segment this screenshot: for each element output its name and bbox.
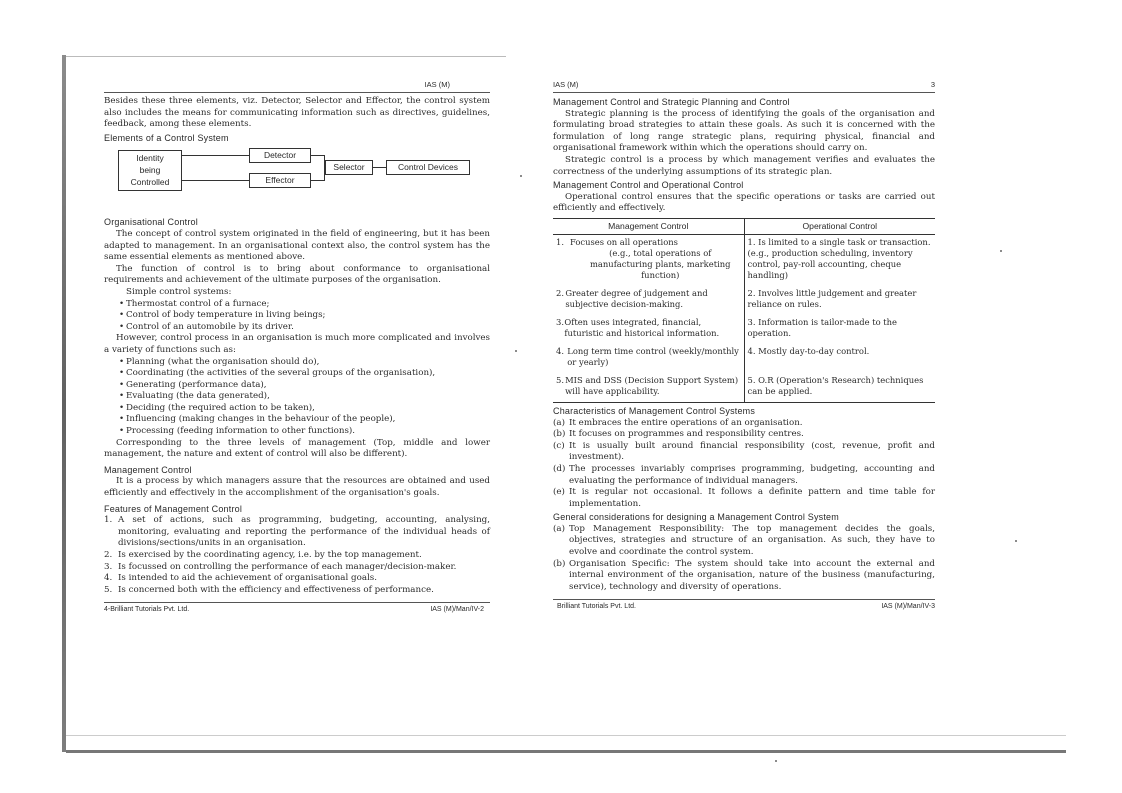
list-item: • Control of an automobile by its driver. <box>126 322 490 334</box>
list-item <box>104 550 490 562</box>
item-number: 5. <box>104 584 113 595</box>
item-number: 4. <box>104 573 113 584</box>
however-paragraph: However, control process in an organisation is much more complicated and involves a variety of functions such as: <box>104 333 490 355</box>
item-text: Is intended to aid the achievement of organisational goals. <box>118 573 377 584</box>
corresponding-paragraph: Corresponding to the three levels of management (Top, middle and lower management, the nature and extent of control will also be different). <box>104 437 490 460</box>
footer-page-code: IAS (M)/Man/IV-3 <box>881 603 935 611</box>
list-item: • Generating (performance data), <box>126 380 490 392</box>
table-cell: 3. Information is tailor-made to the operation. <box>747 316 898 338</box>
list-item <box>553 487 935 510</box>
row-number: 3. <box>556 316 564 327</box>
functions-list <box>104 357 490 438</box>
list-item <box>104 585 490 597</box>
list-item: • Evaluating (the data generated), <box>126 391 490 403</box>
scan-speck <box>1000 250 1002 252</box>
list-item: • Planning (what the organisation should do), <box>126 357 490 369</box>
item-letter: (c) <box>553 440 565 451</box>
right-page-footer <box>553 599 935 612</box>
item-number: 2. <box>104 550 113 560</box>
item-letter: (b) <box>553 429 566 440</box>
item-letter: (d) <box>553 463 566 474</box>
scan-speck <box>775 760 777 762</box>
control-system-diagram <box>104 147 490 211</box>
list-item <box>553 429 935 441</box>
table-row <box>553 234 935 286</box>
organisational-control-heading: Organisational Control <box>104 217 198 228</box>
comparison-table <box>553 218 935 403</box>
item-text: A set of actions, such as programming, budgeting, accounting, analysing, monitoring, evaluating and reporting the performance of the individual heads of divisions/sections/units in an organisation. <box>118 515 490 549</box>
row-number: 1. <box>556 236 564 247</box>
footer-publisher: Brilliant Tutorials Pvt. Ltd. <box>557 603 636 611</box>
identity-box <box>118 150 182 191</box>
effector-box: Effector <box>249 173 311 188</box>
item-text: Is exercised by the coordinating agency, i.e. by the top management. <box>118 550 422 560</box>
list-item <box>104 515 490 550</box>
item-text: Top Management Responsibility: The top management decides the goals, objectives, strategies and structure of an organisation. As such, they have to evolve and coordinate the control system. <box>569 523 935 558</box>
list-item <box>553 559 935 594</box>
list-item: • Influencing (making changes in the behaviour of the people), <box>126 414 490 426</box>
selector-box: Selector <box>325 160 373 175</box>
characteristics-list <box>553 418 935 511</box>
list-item <box>104 573 490 585</box>
management-control-paragraph: It is a process by which managers assure that the resources are obtained and used efficiently and effectively in the accomplishment of the organisation's goals. <box>104 476 490 499</box>
list-item: • Processing (feeding information to other functions). <box>126 426 490 438</box>
item-letter: (b) <box>553 558 566 569</box>
scan-speck <box>1015 540 1017 542</box>
scan-speck <box>520 175 522 177</box>
detector-box: Detector <box>249 148 311 163</box>
table-row <box>553 373 935 403</box>
cell-text: Often uses integrated, financial, futuristic and historical information. <box>564 316 720 338</box>
features-list <box>104 515 490 596</box>
cell-text: Greater degree of judgement and subjective decision-making. <box>565 287 708 309</box>
connector-line <box>372 167 386 168</box>
right-header-page-number: 3 <box>930 80 935 90</box>
list-item: • Thermostat control of a furnace; <box>126 299 490 311</box>
identity-label-1: Identity <box>136 153 164 164</box>
cell-text: Focuses on all operations <box>570 236 678 247</box>
row-number: 4. <box>556 345 564 356</box>
features-heading: Features of Management Control <box>104 503 243 514</box>
cell-subtext: (e.g., total operations of manufacturing plants, marketing function) <box>589 247 731 280</box>
item-text: Organisation Specific: The system should take into account the external and internal environment of the organisation, nature of the business (manufacturing, service), technology and diversity of operations. <box>569 558 935 592</box>
item-letter: (a) <box>553 523 565 534</box>
operational-control-paragraph: Operational control ensures that the specific operations or tasks are carried out efficiently and effectively. <box>553 191 935 214</box>
simple-systems-list <box>104 299 490 334</box>
connector-line <box>181 155 249 156</box>
strategic-control-paragraph: Strategic control is a process by which management verifies and evaluates the correctness of the underlying assumptions of its strategic plan. <box>553 154 935 177</box>
left-page <box>104 78 490 615</box>
simple-systems-label: Simple control systems: <box>126 286 232 297</box>
org-control-paragraph-1: The concept of control system originated in the field of engineering, but it has been adapted to management. In an organisational context also, the control system has the same essential elements as mentioned above. <box>104 228 490 263</box>
list-item: • Coordinating (the activities of the several groups of the organisation), <box>126 368 490 380</box>
item-text: It focuses on programmes and responsibility centres. <box>569 429 804 440</box>
connector-line <box>181 180 249 181</box>
strategic-planning-paragraph: Strategic planning is the process of identifying the goals of the organisation and formulating broad strategies to attain these goals. As such it is concerned with the formulation of long range strategic plans, requiring physical, financial and organisational framework within which the operations should carry on. <box>553 108 935 154</box>
row-number: 5. <box>556 374 564 385</box>
table-cell: 4. Mostly day-to-day control. <box>747 345 870 356</box>
item-text: It is usually built around financial responsibility (cost, revenue, profit and investment). <box>569 440 935 463</box>
table-cell <box>553 315 744 344</box>
item-text: It embraces the entire operations of an organisation. <box>569 417 803 428</box>
right-page <box>553 78 935 612</box>
item-letter: (a) <box>553 417 565 428</box>
characteristics-heading: Characteristics of Management Control Systems <box>553 405 756 416</box>
list-item <box>553 524 935 559</box>
scan-edge-bottom <box>66 750 1066 753</box>
right-page-header <box>553 78 935 93</box>
footer-page-code: IAS (M)/Man/IV-2 <box>430 606 484 614</box>
right-header-code: IAS (M) <box>553 80 579 90</box>
item-text: Is concerned both with the efficiency and effectiveness of performance. <box>118 584 434 595</box>
scan-edge-line <box>66 735 1066 736</box>
table-cell <box>553 234 744 286</box>
row-number: 2. <box>556 287 564 298</box>
connector-line <box>310 180 324 181</box>
cell-text: MIS and DSS (Decision Support System) will have applicability. <box>565 374 739 396</box>
table-header-row <box>553 218 935 234</box>
column-header: Management Control <box>553 218 744 234</box>
column-header: Operational Control <box>744 218 935 234</box>
list-item <box>553 464 935 487</box>
intro-paragraph: Besides these three elements, viz. Detector, Selector and Effector, the control system also includes the means for communicating information such as directives, guidelines, feedback, among these elements. <box>104 96 490 130</box>
left-page-header <box>104 78 490 93</box>
connector-line <box>310 155 324 156</box>
general-considerations-heading: General considerations for designing a Management Control System <box>553 512 839 523</box>
cell-text: Long term time control (weekly/monthly or yearly) <box>567 345 739 367</box>
table-cell <box>553 286 744 315</box>
org-control-paragraph-2: The function of control is to bring about conformance to organisational requirements and achievement of the ultimate purposes of the organisation. <box>104 263 490 286</box>
identity-label-3: Controlled <box>130 177 170 188</box>
left-header-code: IAS (M) <box>424 80 450 90</box>
list-item <box>553 441 935 464</box>
list-item <box>104 562 490 574</box>
item-number: 1. <box>104 515 113 526</box>
item-number: 3. <box>104 561 113 572</box>
table-cell: 5. O.R (Operation's Research) techniques can be applied. <box>744 373 935 403</box>
table-row <box>553 286 935 315</box>
left-page-footer <box>104 602 490 615</box>
table-cell: 2. Involves little judgement and greater reliance on rules. <box>747 287 917 309</box>
diagram-title: Elements of a Control System <box>104 132 229 143</box>
mc-strategic-heading: Management Control and Strategic Planning and Control <box>553 97 790 107</box>
list-item <box>553 418 935 430</box>
footer-publisher: 4-Brilliant Tutorials Pvt. Ltd. <box>104 606 190 614</box>
table-cell <box>553 373 744 403</box>
table-cell: 1. Is limited to a single task or transaction. (e.g., production scheduling, inventory control, pay-roll accounting, cheque handling) <box>747 236 931 280</box>
scan-speck <box>515 350 517 352</box>
control-devices-box: Control Devices <box>386 160 470 175</box>
list-item: • Deciding (the required action to be taken), <box>126 403 490 415</box>
table-row <box>553 315 935 344</box>
scan-edge-top <box>66 56 506 57</box>
management-control-heading: Management Control <box>104 464 192 475</box>
list-item: • Control of body temperature in living beings; <box>126 310 490 322</box>
item-text: It is regular not occasional. It follows a definite pattern and time table for implementation. <box>569 487 935 509</box>
identity-label-2: being <box>139 165 161 176</box>
item-letter: (e) <box>553 487 565 498</box>
table-row <box>553 344 935 373</box>
mc-operational-heading: Management Control and Operational Control <box>553 180 744 191</box>
table-cell <box>553 344 744 373</box>
item-text: The processes invariably comprises programming, budgeting, accounting and evaluating the performance of individual managers. <box>569 463 935 486</box>
scan-shadow-left <box>62 55 66 752</box>
item-text: Is focussed on controlling the performance of each manager/decision-maker. <box>118 561 457 572</box>
general-considerations-list <box>553 524 935 594</box>
